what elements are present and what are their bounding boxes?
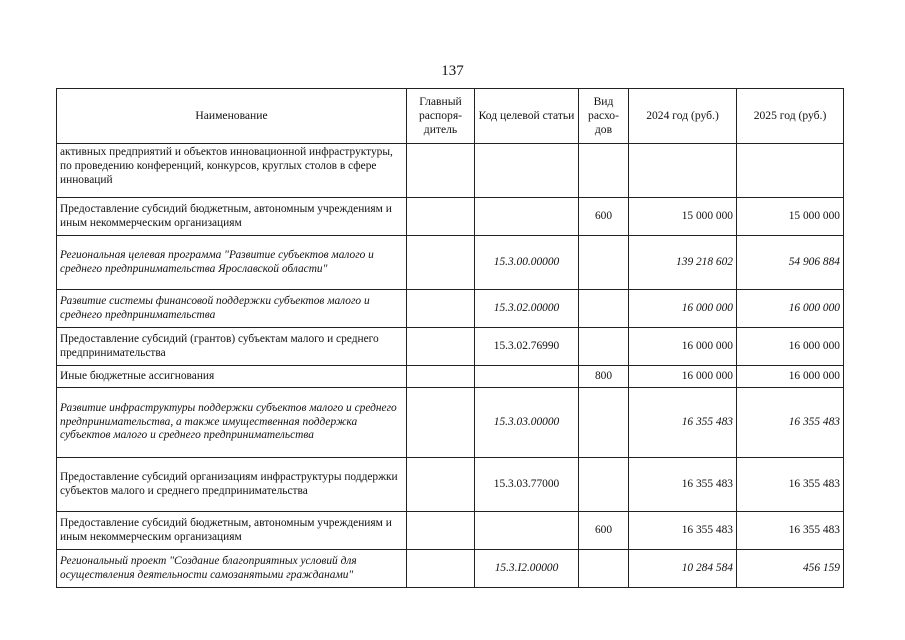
cell-kind: 600 xyxy=(579,198,629,236)
cell-name: Развитие системы финансовой поддержки субъектов малого и среднего предпринимательства xyxy=(57,290,407,328)
table-row xyxy=(57,290,844,328)
cell-kind xyxy=(579,328,629,366)
page-number: 137 xyxy=(441,63,464,79)
cell-y2025: 54 906 884 xyxy=(737,236,844,290)
table-row xyxy=(57,388,844,458)
cell-y2024 xyxy=(629,144,737,198)
cell-kind xyxy=(579,290,629,328)
cell-kind xyxy=(579,388,629,458)
cell-y2025: 16 000 000 xyxy=(737,290,844,328)
cell-name: активных предприятий и объектов инновационной инфраструктуры, по проведению конференций, конкурсов, круглых столов в сфере инноваций xyxy=(57,144,407,198)
cell-y2025 xyxy=(737,144,844,198)
cell-code: 15.3.02.76990 xyxy=(475,328,579,366)
cell-code: 15.3.00.00000 xyxy=(475,236,579,290)
cell-admin xyxy=(407,550,475,588)
cell-y2025: 16 000 000 xyxy=(737,328,844,366)
cell-name: Иные бюджетные ассигнования xyxy=(57,366,407,388)
header-name: Наименование xyxy=(57,89,407,144)
table-header-row xyxy=(57,89,844,144)
table-row xyxy=(57,458,844,512)
cell-name: Региональный проект "Создание благоприятных условий для осуществления деятельности самозанятыми гражданами" xyxy=(57,550,407,588)
cell-code: 15.3.I2.00000 xyxy=(475,550,579,588)
cell-y2024: 16 355 483 xyxy=(629,512,737,550)
cell-code xyxy=(475,198,579,236)
cell-y2024: 139 218 602 xyxy=(629,236,737,290)
cell-name: Предоставление субсидий бюджетным, автономным учреждениям и иным некоммерческим организациям xyxy=(57,512,407,550)
table-row xyxy=(57,366,844,388)
table-row xyxy=(57,198,844,236)
cell-name: Предоставление субсидий (грантов) субъектам малого и среднего предпринимательства xyxy=(57,328,407,366)
cell-code: 15.3.03.00000 xyxy=(475,388,579,458)
cell-code xyxy=(475,366,579,388)
table-row xyxy=(57,236,844,290)
cell-admin xyxy=(407,458,475,512)
table-row xyxy=(57,550,844,588)
cell-y2024: 16 000 000 xyxy=(629,366,737,388)
cell-y2024: 16 000 000 xyxy=(629,290,737,328)
header-admin: Главный распоря-дитель xyxy=(407,89,475,144)
cell-admin xyxy=(407,290,475,328)
cell-admin xyxy=(407,512,475,550)
cell-name: Предоставление субсидий бюджетным, автономным учреждениям и иным некоммерческим организациям xyxy=(57,198,407,236)
cell-admin xyxy=(407,236,475,290)
cell-code: 15.3.03.77000 xyxy=(475,458,579,512)
cell-y2025: 456 159 xyxy=(737,550,844,588)
cell-kind: 800 xyxy=(579,366,629,388)
cell-y2025: 16 355 483 xyxy=(737,512,844,550)
cell-code xyxy=(475,512,579,550)
cell-y2024: 15 000 000 xyxy=(629,198,737,236)
cell-y2025: 15 000 000 xyxy=(737,198,844,236)
cell-admin xyxy=(407,388,475,458)
table-row xyxy=(57,144,844,198)
cell-kind xyxy=(579,550,629,588)
cell-kind xyxy=(579,236,629,290)
cell-admin xyxy=(407,198,475,236)
cell-code: 15.3.02.00000 xyxy=(475,290,579,328)
header-code: Код целевой статьи xyxy=(475,89,579,144)
cell-admin xyxy=(407,366,475,388)
header-kind: Вид расхо-дов xyxy=(579,89,629,144)
table-row xyxy=(57,512,844,550)
cell-y2024: 16 355 483 xyxy=(629,458,737,512)
cell-kind xyxy=(579,458,629,512)
cell-admin xyxy=(407,144,475,198)
cell-y2025: 16 355 483 xyxy=(737,388,844,458)
cell-name: Региональная целевая программа "Развитие субъектов малого и среднего предпринимательства Ярославской области" xyxy=(57,236,407,290)
cell-y2024: 10 284 584 xyxy=(629,550,737,588)
cell-kind xyxy=(579,144,629,198)
header-2024: 2024 год (руб.) xyxy=(629,89,737,144)
cell-y2024: 16 000 000 xyxy=(629,328,737,366)
cell-code xyxy=(475,144,579,198)
cell-name: Предоставление субсидий организациям инфраструктуры поддержки субъектов малого и среднего предпринимательства xyxy=(57,458,407,512)
cell-y2025: 16 000 000 xyxy=(737,366,844,388)
table-row xyxy=(57,328,844,366)
cell-y2024: 16 355 483 xyxy=(629,388,737,458)
budget-table xyxy=(56,88,844,588)
cell-kind: 600 xyxy=(579,512,629,550)
header-2025: 2025 год (руб.) xyxy=(737,89,844,144)
cell-name: Развитие инфраструктуры поддержки субъектов малого и среднего предпринимательства, а также имущественная поддержка субъектов малого и среднего предпринимательства xyxy=(57,388,407,458)
table-body xyxy=(57,144,844,588)
cell-admin xyxy=(407,328,475,366)
cell-y2025: 16 355 483 xyxy=(737,458,844,512)
